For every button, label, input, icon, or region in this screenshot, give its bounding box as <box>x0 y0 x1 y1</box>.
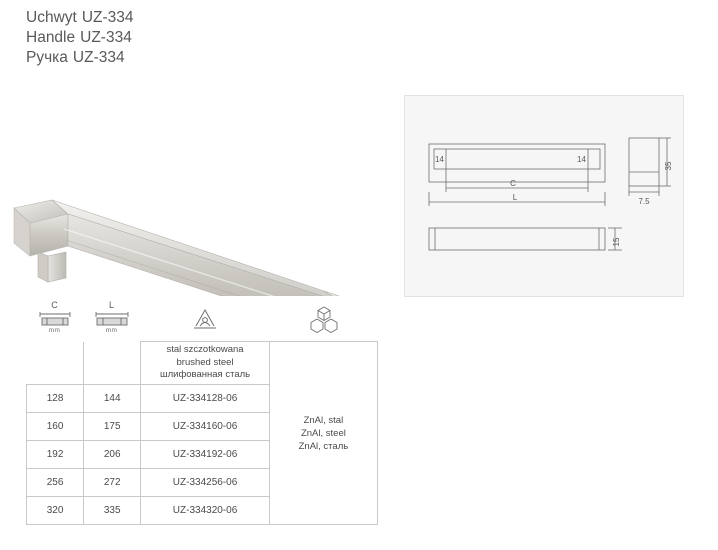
header-cell-l <box>84 342 141 385</box>
product-name-en: Handle <box>26 29 76 46</box>
finish-line-pl: stal szczotkowana <box>166 344 244 356</box>
cell-code: UZ-334192-06 <box>141 441 270 469</box>
header-cell-finish <box>141 342 270 385</box>
icon-label-c: C <box>51 300 58 310</box>
icon-unit-l: mm <box>105 327 118 334</box>
icon-cell-material <box>269 305 378 333</box>
drawing-label-l: L <box>512 193 518 202</box>
icon-cell-finish <box>140 306 269 332</box>
drawing-label-thickness: 15 <box>612 237 621 247</box>
cell-l: 175 <box>84 413 141 441</box>
handle-bar <box>52 200 344 296</box>
handle-render <box>8 96 368 296</box>
drawing-label-left-leg: 14 <box>435 155 444 164</box>
dimension-c-icon <box>38 311 72 327</box>
product-name-pl: Uchwyt <box>26 9 77 26</box>
cell-c: 160 <box>27 413 84 441</box>
product-name-ru: Ручка <box>26 49 68 66</box>
handle-left-end <box>14 200 68 282</box>
product-photo <box>8 96 368 296</box>
cell-code: UZ-334256-06 <box>141 469 270 497</box>
icon-label-l: L <box>108 300 114 310</box>
drawing-label-right-leg: 14 <box>577 155 586 164</box>
material-line-ru: ZnAl, сталь <box>298 440 349 452</box>
title-block <box>26 8 134 68</box>
finish-line-ru: шлифованная сталь <box>159 369 251 381</box>
cell-l: 206 <box>84 441 141 469</box>
cell-c: 320 <box>27 497 84 525</box>
drawing-label-depth: 7.5 <box>638 197 650 206</box>
technical-drawing-panel <box>404 95 684 297</box>
cell-code: UZ-334128-06 <box>141 385 270 413</box>
icon-cell-l <box>83 300 140 335</box>
spec-table <box>26 341 378 525</box>
dimension-l-icon <box>95 311 129 327</box>
finish-line-en: brushed steel <box>176 356 234 368</box>
cell-code: UZ-334320-06 <box>141 497 270 525</box>
cell-c: 128 <box>27 385 84 413</box>
icon-header-row <box>26 300 378 340</box>
title-line-pl <box>26 8 134 28</box>
header-cell-c <box>27 342 84 385</box>
material-cubes-icon <box>309 305 339 333</box>
title-line-ru <box>26 48 134 68</box>
product-code-en: UZ-334 <box>80 29 132 46</box>
table-header-row <box>27 342 378 385</box>
material-cell <box>269 342 377 525</box>
drawing-label-c: C <box>510 179 516 188</box>
cell-l: 144 <box>84 385 141 413</box>
cell-c: 192 <box>27 441 84 469</box>
material-line-en: ZnAl, steel <box>300 427 346 439</box>
cell-c: 256 <box>27 469 84 497</box>
surface-finish-icon <box>192 306 218 332</box>
product-code-pl: UZ-334 <box>81 9 134 26</box>
cell-l: 272 <box>84 469 141 497</box>
title-line-en <box>26 28 134 48</box>
cell-code: UZ-334160-06 <box>141 413 270 441</box>
drawing-label-height: 35 <box>664 161 673 171</box>
cell-l: 335 <box>84 497 141 525</box>
icon-unit-c: mm <box>48 327 61 334</box>
product-code-ru: UZ-334 <box>72 49 125 66</box>
icon-cell-c <box>26 300 83 335</box>
technical-drawing <box>405 96 683 296</box>
material-line-pl: ZnAl, stal <box>303 414 344 426</box>
